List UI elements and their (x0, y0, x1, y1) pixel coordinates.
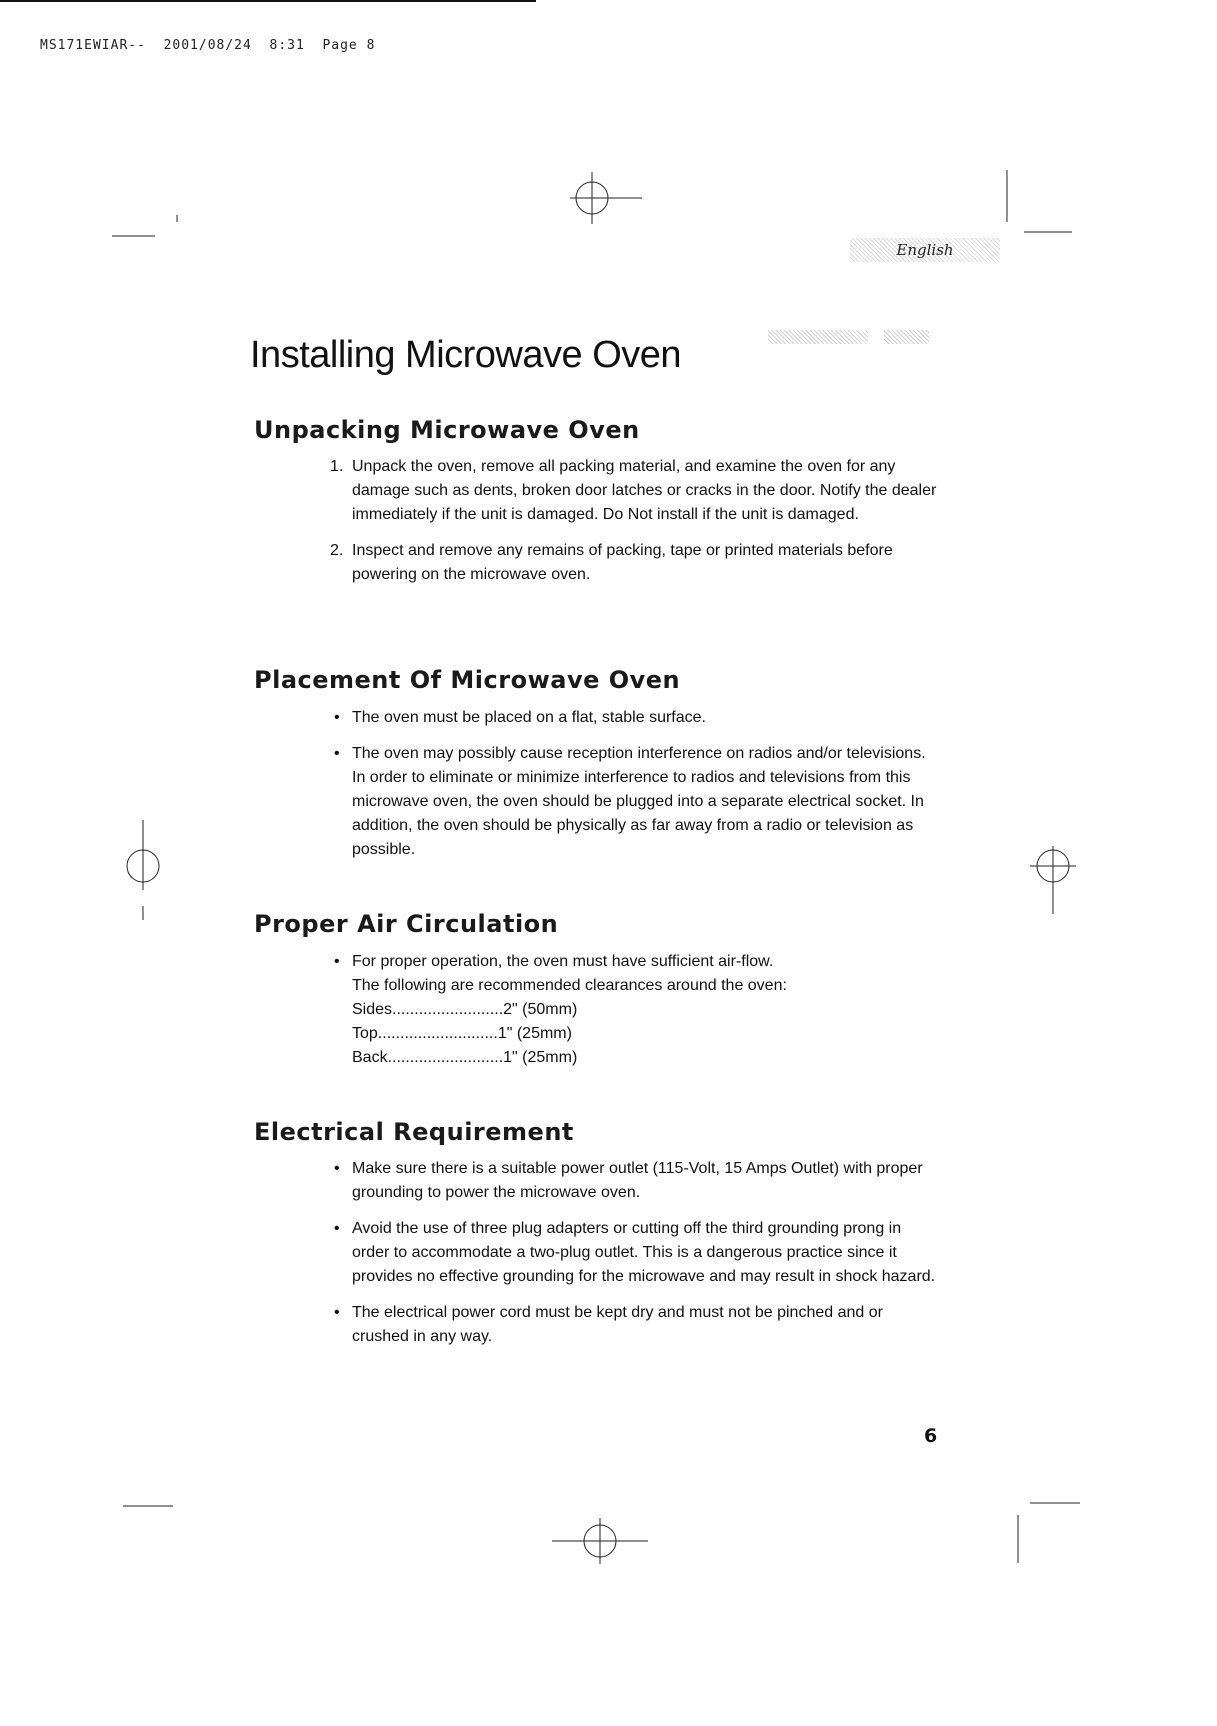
list-item: • Avoid the use of three plug adapters or cutting off the third grounding prong in order to accommodate a two-plug outlet. This is a dangerous practice since it provides no effective grounding for the microwave and may result in shock hazard. (334, 1220, 936, 1285)
section-heading-electrical: Electrical Requirement (254, 1118, 574, 1146)
section-body-air-circulation (330, 950, 940, 1070)
section-body-placement (330, 706, 940, 874)
page-title: Installing Microwave Oven (250, 334, 682, 376)
list-item: • The electrical power cord must be kept dry and must not be pinched and or crushed in any way. (334, 1304, 883, 1345)
list-item: • Make sure there is a suitable power outlet (115-Volt, 15 Amps Outlet) with proper grounding to power the microwave oven. (334, 1160, 923, 1201)
list-item: • For proper operation, the oven must have sufficient air-flow. (334, 953, 774, 970)
list-item: • The oven must be placed on a flat, stable surface. (334, 709, 706, 726)
print-header: MS171EWIAR-- 2001/08/24 8:31 Page 8 (40, 38, 376, 53)
page-number: 6 (924, 1425, 938, 1447)
section-heading-unpacking: Unpacking Microwave Oven (254, 416, 640, 444)
list-item: 2. Inspect and remove any remains of packing, tape or printed materials before powering on the microwave oven. (330, 542, 893, 583)
title-decoration (884, 330, 929, 344)
clearance-block: The following are recommended clearances around the oven: Sides.........................2" (50mm) Top...........................1" (25mm) Back..........................1" (25mm) (330, 974, 940, 1070)
clearance-row: Back..........................1" (25mm) (352, 1049, 578, 1066)
section-heading-placement: Placement Of Microwave Oven (254, 666, 681, 694)
clearance-row: Top...........................1" (25mm) (352, 1025, 572, 1042)
section-body-electrical (330, 1157, 940, 1361)
section-body-unpacking (330, 455, 940, 599)
clearance-row: Sides.........................2" (50mm) (352, 1001, 578, 1018)
list-item: • The oven may possibly cause reception interference on radios and/or televisions. In order to eliminate or minimize interference to radios and televisions from this microwave oven, the oven should be plugged into a separate electrical socket. In addition, the oven should be physically as far away from a radio or television as possible. (334, 745, 926, 858)
title-decoration (768, 330, 868, 344)
language-tab: English (850, 238, 1000, 262)
list-item: 1. Unpack the oven, remove all packing material, and examine the oven for any damage such as dents, broken door latches or cracks in the door. Notify the dealer immediately if the unit is damaged. Do Not install if the unit is damaged. (330, 458, 937, 523)
section-heading-air-circulation: Proper Air Circulation (254, 910, 559, 938)
